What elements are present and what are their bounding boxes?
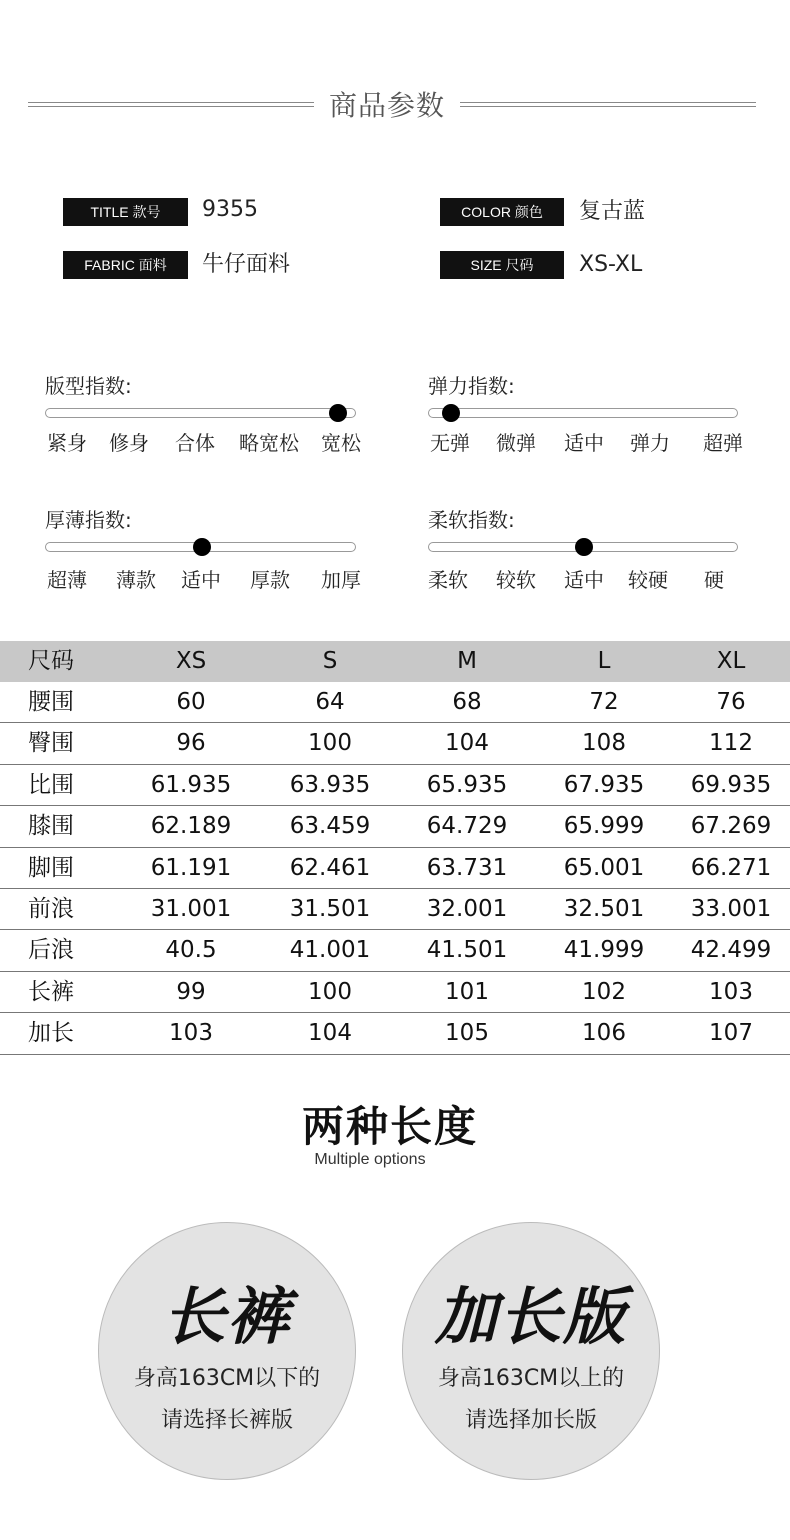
table-row [0, 972, 790, 1013]
table-cell: 32.501 [563, 895, 645, 922]
index-title: 厚薄指数: [45, 508, 132, 532]
table-cell: 76 [716, 689, 746, 715]
length-card-line1: 身高163CM以下的 [133, 1366, 321, 1391]
table-cell: 41.001 [289, 937, 371, 964]
table-cell: 61.935 [150, 771, 232, 798]
table-header-row [0, 641, 790, 682]
table-row [0, 682, 790, 723]
index-slider-knob [575, 538, 593, 556]
size-table [0, 641, 790, 1055]
table-cell: 60 [176, 689, 206, 715]
row-label: 脚围 [28, 854, 74, 881]
color-value: 复古蓝 [579, 199, 646, 224]
table-cell: 41.501 [426, 937, 508, 964]
table-cell: 31.001 [150, 895, 232, 922]
table-header-cell: M [457, 648, 477, 674]
index-slider-knob [329, 404, 347, 422]
table-header-cell: 尺码 [28, 648, 74, 674]
table-row [0, 806, 790, 847]
table-cell: 63.731 [426, 854, 508, 881]
index-slider-knob [193, 538, 211, 556]
row-label: 前浪 [28, 895, 74, 922]
index-option: 较硬 [628, 568, 668, 592]
index-title: 柔软指数: [428, 508, 515, 532]
index-option: 紧身 [47, 431, 87, 455]
table-header-cell: S [322, 648, 338, 674]
row-label: 腰围 [28, 689, 74, 715]
table-cell: 63.935 [289, 771, 371, 798]
table-cell: 32.001 [426, 895, 508, 922]
table-cell: 112 [709, 730, 753, 757]
length-card-name: 加长版 [434, 1280, 627, 1353]
table-cell: 33.001 [690, 895, 772, 922]
table-cell: 72 [589, 689, 619, 715]
index-option: 宽松 [321, 431, 361, 455]
index-slider-track [428, 542, 738, 552]
table-cell: 68 [452, 689, 482, 715]
table-cell: 108 [582, 730, 626, 757]
index-slider-track [428, 408, 738, 418]
index-slider-track [45, 542, 356, 552]
fabric-label: FABRIC 面料 [63, 251, 188, 279]
table-cell: 62.461 [289, 854, 371, 881]
table-cell: 104 [308, 1020, 352, 1047]
header-divider-left [28, 102, 314, 107]
title-label: TITLE 款号 [63, 198, 188, 226]
table-cell: 67.935 [563, 771, 645, 798]
length-card-regular [98, 1222, 356, 1480]
table-cell: 65.001 [563, 854, 645, 881]
index-option: 较软 [496, 568, 536, 592]
table-cell: 42.499 [690, 937, 772, 964]
table-cell: 103 [709, 978, 753, 1005]
lengths-title: 两种长度 [301, 1102, 478, 1151]
index-option: 适中 [181, 568, 221, 592]
index-option: 柔软 [428, 568, 468, 592]
table-header-cell: XL [716, 648, 746, 674]
length-card-line1: 身高163CM以上的 [437, 1366, 625, 1391]
length-card-line2: 请选择加长版 [464, 1408, 597, 1433]
row-label: 膝围 [28, 813, 74, 840]
lengths-subtitle: Multiple options [314, 1151, 426, 1168]
index-slider-knob [442, 404, 460, 422]
table-cell: 106 [582, 1020, 626, 1047]
table-cell: 61.191 [150, 854, 232, 881]
index-option: 适中 [564, 568, 604, 592]
table-cell: 67.269 [690, 813, 772, 840]
table-row [0, 723, 790, 764]
index-option: 加厚 [321, 568, 361, 592]
row-label: 臀围 [28, 730, 74, 757]
index-title: 弹力指数: [428, 374, 515, 398]
table-row [0, 1013, 790, 1054]
row-label: 长裤 [28, 978, 74, 1005]
length-card-extended [402, 1222, 660, 1480]
title-value: 9355 [202, 197, 258, 222]
table-cell: 103 [169, 1020, 213, 1047]
index-option: 修身 [109, 431, 149, 455]
index-slider-track [45, 408, 356, 418]
table-cell: 64 [315, 689, 345, 715]
table-cell: 31.501 [289, 895, 371, 922]
table-cell: 96 [176, 730, 206, 757]
table-cell: 65.935 [426, 771, 508, 798]
fabric-value: 牛仔面料 [202, 252, 291, 277]
table-cell: 105 [445, 1020, 489, 1047]
index-option: 硬 [704, 568, 724, 592]
index-option: 薄款 [116, 568, 156, 592]
length-card-line2: 请选择长裤版 [160, 1408, 293, 1433]
table-cell: 104 [445, 730, 489, 757]
size-value: XS-XL [579, 252, 643, 277]
table-row [0, 765, 790, 806]
row-label: 后浪 [28, 937, 74, 964]
row-label: 加长 [28, 1020, 74, 1047]
table-header-cell: XS [175, 648, 207, 674]
table-cell: 102 [582, 978, 626, 1005]
table-cell: 101 [445, 978, 489, 1005]
index-option: 弹力 [630, 431, 670, 455]
index-option: 厚款 [250, 568, 290, 592]
row-label: 比围 [28, 771, 74, 798]
table-cell: 100 [308, 978, 352, 1005]
length-card-name: 长裤 [162, 1280, 291, 1353]
size-label: SIZE 尺码 [440, 251, 564, 279]
table-cell: 40.5 [165, 937, 217, 964]
table-cell: 64.729 [426, 813, 508, 840]
index-title: 版型指数: [45, 374, 132, 398]
table-cell: 65.999 [563, 813, 645, 840]
table-row [0, 930, 790, 971]
header-divider-right [460, 102, 756, 107]
index-option: 合体 [175, 431, 215, 455]
index-option: 适中 [564, 431, 604, 455]
table-cell: 62.189 [150, 813, 232, 840]
table-cell: 41.999 [563, 937, 645, 964]
index-option: 无弹 [430, 431, 470, 455]
table-cell: 107 [709, 1020, 753, 1047]
index-option: 微弹 [496, 431, 536, 455]
color-label: COLOR 颜色 [440, 198, 564, 226]
index-option: 超弹 [703, 431, 743, 455]
table-cell: 69.935 [690, 771, 772, 798]
section-title: 商品参数 [328, 89, 445, 122]
table-cell: 99 [176, 978, 206, 1005]
table-row [0, 889, 790, 930]
index-option: 略宽松 [239, 431, 299, 455]
table-header-cell: L [597, 648, 611, 674]
index-option: 超薄 [47, 568, 87, 592]
table-cell: 100 [308, 730, 352, 757]
table-cell: 66.271 [690, 854, 772, 881]
table-row [0, 848, 790, 889]
table-cell: 63.459 [289, 813, 371, 840]
